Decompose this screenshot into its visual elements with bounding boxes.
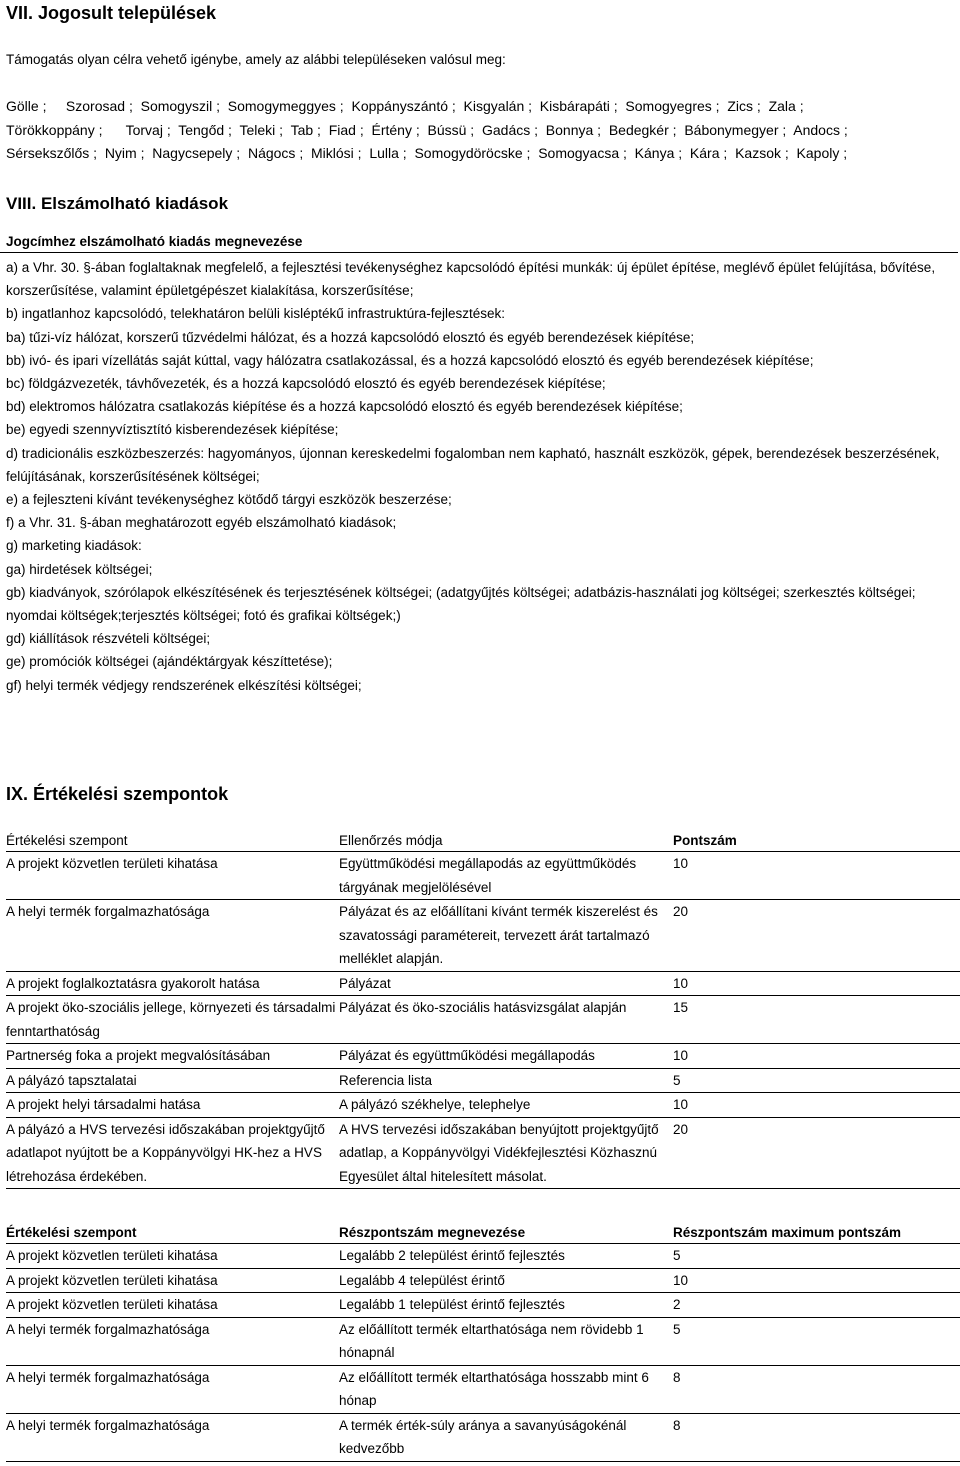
criterion-cell: A projekt közvetlen területi kihatása bbox=[6, 1297, 218, 1312]
table-row bbox=[6, 1068, 960, 1093]
criterion-cell: A helyi termék forgalmazhatósága bbox=[6, 1369, 210, 1385]
evaluation-table bbox=[6, 831, 960, 1189]
section-viii bbox=[0, 192, 960, 697]
table-row bbox=[6, 1413, 960, 1461]
method-cell: Pályázat és öko-szociális hatásvizsgálat alapján bbox=[339, 1000, 627, 1015]
table-row bbox=[6, 900, 960, 972]
criterion-cell: A projekt helyi társadalmi hatása bbox=[6, 1097, 201, 1112]
table-row bbox=[6, 1268, 960, 1293]
section-ix-title: IX. Értékelési szempontok bbox=[6, 784, 229, 804]
criterion-cell: A projekt közvetlen területi kihatása bbox=[6, 1248, 218, 1263]
expense-item: ga) hirdetések költségei; bbox=[6, 561, 153, 577]
column-header: Értékelési szempont bbox=[6, 1225, 137, 1240]
expense-item: g) marketing kiadások: bbox=[6, 538, 142, 554]
section-vii-title: VII. Jogosult települések bbox=[6, 3, 217, 23]
expense-item: ge) promóciók költségei (ajándéktárgyak készíttetése); bbox=[6, 654, 333, 670]
section-vii-intro: Támogatás olyan célra vehető igénybe, amely az alábbi településeken valósul meg: bbox=[6, 52, 506, 67]
column-header: Pontszám bbox=[673, 833, 737, 848]
expense-item: korszerűsítése, valamint épületgépészet kialakítása, korszerűsítése; bbox=[6, 283, 414, 299]
max-score-cell: 5 bbox=[673, 1321, 681, 1337]
criterion-cell: A projekt foglalkoztatásra gyakorolt hatása bbox=[6, 975, 260, 991]
towns-list bbox=[6, 95, 956, 166]
max-score-cell: 10 bbox=[673, 1272, 689, 1288]
subscore-name-cell: Az előállított termék eltarthatósága nem rövidebb 1 hónapnál bbox=[339, 1321, 644, 1360]
column-header: Ellenőrzés módja bbox=[339, 833, 443, 848]
expense-item: b) ingatlanhoz kapcsolódó, telekhatáron belüli kisléptékű infrastruktúra-fejlesztések: bbox=[6, 306, 506, 322]
expense-item: felújításának, korszerűsítésének költségei; bbox=[6, 468, 260, 484]
criterion-cell: A projekt közvetlen területi kihatása bbox=[6, 1272, 218, 1288]
score-cell: 20 bbox=[673, 1121, 689, 1137]
subscore-name-cell: Az előállított termék eltarthatósága hosszabb mint 6 hónap bbox=[339, 1369, 649, 1408]
table-row bbox=[6, 971, 960, 996]
expense-item: bc) földgázvezeték, távhővezeték, és a hozzá kapcsolódó elosztó és egyéb berendezések kiépítése; bbox=[6, 376, 606, 392]
score-cell: 10 bbox=[673, 975, 689, 991]
max-score-cell: 5 bbox=[673, 1248, 681, 1263]
criterion-cell: A helyi termék forgalmazhatósága bbox=[6, 1417, 210, 1433]
column-header: Részpontszám maximum pontszám bbox=[673, 1225, 902, 1240]
expense-item: bd) elektromos hálózatra csatlakozás kiépítése és a hozzá kapcsolódó elosztó és egyéb berendezések kiépítése; bbox=[6, 399, 683, 415]
score-cell: 10 bbox=[673, 1097, 689, 1112]
method-cell: Pályázat bbox=[339, 975, 391, 991]
table-header-row bbox=[6, 1223, 960, 1244]
towns-line: Törökkoppány ; Torvaj ; Tengőd ; Teleki ; Tab ; Fiad ; Értény ; Bússü ; Gadács ; Bonnya ; Bedegkér ; Bábonymegyer ; Andocs ; bbox=[6, 121, 848, 138]
expense-item: f) a Vhr. 31. §-ában meghatározott egyéb elszámolható kiadások; bbox=[6, 515, 397, 531]
expense-item: gd) kiállítások részvételi költségei; bbox=[6, 631, 211, 647]
expense-item: bb) ivó- és ipari vízellátás saját kúttal, vagy hálózatra csatlakozással, és a hozzá kapcsolódó elosztó és egyéb berendezések kiépítése; bbox=[6, 352, 814, 368]
expenses-list bbox=[0, 256, 960, 697]
towns-line: Sérsekszőlős ; Nyim ; Nagycsepely ; Nágocs ; Miklósi ; Lulla ; Somogydöröcske ; Somogyacsa ; Kánya ; Kára ; Kazsok ; Kapoly ; bbox=[6, 145, 848, 161]
score-cell: 20 bbox=[673, 904, 689, 919]
table-row bbox=[6, 1293, 960, 1318]
section-ix bbox=[0, 782, 960, 1462]
subscore-table bbox=[6, 1223, 960, 1462]
score-cell: 5 bbox=[673, 1072, 681, 1088]
expense-item: gf) helyi termék védjegy rendszerének elkészítési költségei; bbox=[6, 677, 362, 693]
criterion-cell: A helyi termék forgalmazhatósága bbox=[6, 1321, 210, 1337]
column-header: Részpontszám megnevezése bbox=[339, 1225, 526, 1240]
subscore-name-cell: A termék érték-súly aránya a savanyúságokénál kedvezőbb bbox=[339, 1417, 627, 1456]
criterion-cell: Partnerség foka a projekt megvalósításában bbox=[6, 1048, 271, 1063]
table-row bbox=[6, 852, 960, 900]
expense-item: ba) tűzi-víz hálózat, korszerű tűzvédelmi hálózat, és a hozzá kapcsolódó elosztó és egyéb berendezések kiépítése; bbox=[6, 329, 695, 345]
score-cell: 10 bbox=[673, 1048, 689, 1063]
max-score-cell: 8 bbox=[673, 1417, 681, 1433]
criterion-cell: A projekt közvetlen területi kihatása bbox=[6, 856, 218, 871]
table-row bbox=[6, 1365, 960, 1413]
table-row bbox=[6, 996, 960, 1044]
table-row bbox=[6, 1317, 960, 1365]
towns-line: Gölle ; Szorosad ; Somogyszil ; Somogymeggyes ; Koppányszántó ; Kisgyalán ; Kisbárapáti ; Somogyegres ; Zics ; Zala ; bbox=[6, 98, 804, 114]
subscore-name-cell: Legalább 2 települést érintő fejlesztés bbox=[339, 1248, 565, 1263]
method-cell: A pályázó székhelye, telephelye bbox=[339, 1097, 531, 1112]
expense-item: a) a Vhr. 30. §-ában foglaltaknak megfelelő, a fejlesztési tevékenységhez kapcsolódó építési munkák: új épület építése, meglévő épület felújítása, bővítése, bbox=[6, 260, 936, 275]
method-cell: A HVS tervezési időszakában benyújtott projektgyűjtő adatlap, a Koppányvölgyi Vidékfejlesztési Közhasznú Egyesület által hitelesített másolat. bbox=[339, 1121, 659, 1184]
criterion-cell: A pályázó a HVS tervezési időszakában projektgyűjtő adatlapot nyújtott be a Koppányvölgyi HK-hez a HVS létrehozása érdekében. bbox=[6, 1121, 325, 1184]
table-row bbox=[6, 1117, 960, 1189]
subscore-name-cell: Legalább 4 települést érintő bbox=[339, 1272, 505, 1288]
criterion-cell: A helyi termék forgalmazhatósága bbox=[6, 904, 210, 919]
expense-item: be) egyedi szennyvíztisztító kisberendezések kiépítése; bbox=[6, 422, 339, 438]
method-cell: Pályázat és együttműködési megállapodás bbox=[339, 1048, 595, 1063]
table-row bbox=[6, 1093, 960, 1118]
max-score-cell: 8 bbox=[673, 1369, 681, 1385]
criterion-cell: A pályázó tapsztalatai bbox=[6, 1072, 137, 1088]
expense-item: nyomdai költségek;terjesztés költségei; fotó és grafikai költségek;) bbox=[6, 608, 401, 624]
score-cell: 10 bbox=[673, 856, 689, 871]
method-cell: Pályázat és az előállítani kívánt termék kiszerelést és szavatossági paramétereit, tervezett árát tartalmazó melléklet alapján. bbox=[339, 904, 658, 966]
expense-item: gb) kiadványok, szórólapok elkészítésének és terjesztésének költségei; (adatgyűjtés költségei; adatbázis-használati jog költségei; szerkesztés költségei; bbox=[6, 584, 916, 600]
column-header: Értékelési szempont bbox=[6, 833, 128, 848]
expense-item: e) a fejleszteni kívánt tevékenységhez kötődő tárgyi eszközök beszerzése; bbox=[6, 492, 452, 508]
score-cell: 15 bbox=[673, 1000, 689, 1015]
expenses-subheading: Jogcímhez elszámolható kiadás megnevezése bbox=[0, 232, 958, 253]
criterion-cell: A projekt öko-szociális jellege, környezeti és társadalmi fenntarthatóság bbox=[6, 1000, 336, 1039]
table-row bbox=[6, 1044, 960, 1069]
expense-item: d) tradicionális eszközbeszerzés: hagyományos, újonnan kereskedelmi fogalomban nem kapható, használt eszközök, gépek, berendezések beszerzésének, bbox=[6, 445, 940, 461]
method-cell: Referencia lista bbox=[339, 1072, 433, 1088]
method-cell: Együttműködési megállapodás az együttműködés tárgyának megjelölésével bbox=[339, 856, 637, 895]
max-score-cell: 2 bbox=[673, 1297, 681, 1312]
table-header-row bbox=[6, 831, 960, 852]
table-row bbox=[6, 1244, 960, 1269]
section-viii-title: VIII. Elszámolható kiadások bbox=[6, 194, 229, 213]
subscore-name-cell: Legalább 1 települést érintő fejlesztés bbox=[339, 1297, 565, 1312]
